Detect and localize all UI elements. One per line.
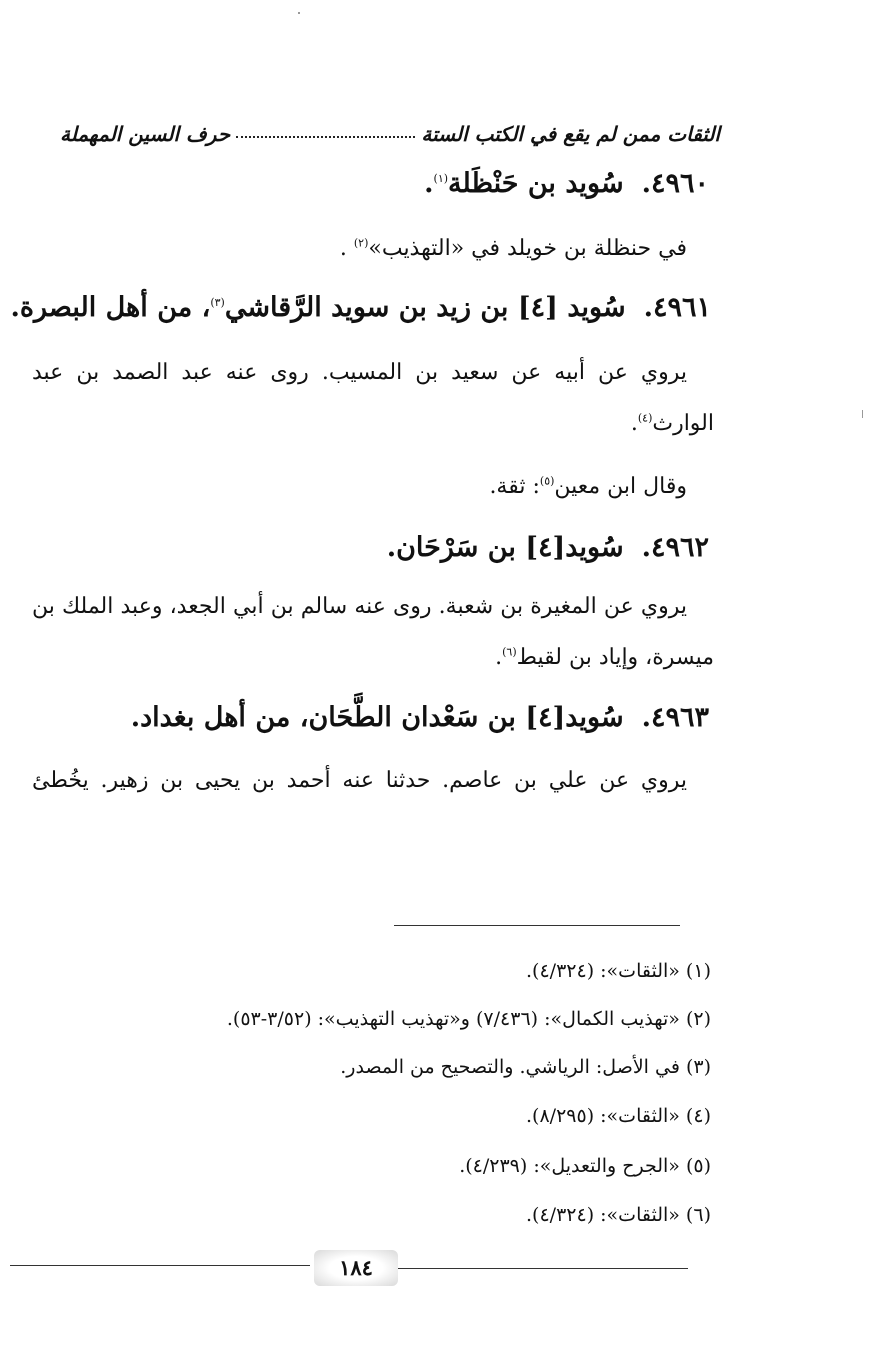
footnote-ref: (١) [433, 172, 449, 185]
footnote-6: (٦) «الثقات»: (٤/٣٢٤). [526, 1204, 711, 1226]
footnote-5: (٥) «الجرح والتعديل»: (٤/٢٣٩). [459, 1155, 711, 1177]
footnote-ref: (٤) [637, 411, 653, 425]
entry-text: في حنظلة بن خويلد في «التهذيب» [368, 236, 687, 261]
footnote-2: (٢) «تهذيب الكمال»: (٧/٤٣٦) و«تهذيب التهذيب»: (٣/٥٢-٥٣). [226, 1008, 711, 1030]
running-head-book-title: الثقات ممن لم يقع في الكتب الستة [421, 122, 720, 146]
scan-speck [298, 12, 300, 14]
entry-name: سُويد [٤] بن زيد بن سويد الرَّقاشي [224, 292, 626, 323]
footnote-4: (٤) «الثقات»: (٨/٢٩٥). [526, 1105, 711, 1127]
entry-heading-4961 [10, 292, 711, 323]
footnote-ref: (٦) [502, 645, 517, 659]
entry-text-line [32, 768, 687, 793]
footnote-3: (٣) في الأصل: الرياشي. والتصحيح من المصدر. [340, 1056, 711, 1078]
running-head-section: حرف السين المهملة [60, 122, 231, 146]
entry-text-line [340, 236, 687, 261]
footnote-ref: (٣) [210, 296, 225, 309]
entry-text-line [631, 411, 714, 436]
entry-name: سُويد[٤] بن سَرْحَان. [386, 532, 624, 563]
entry-text: يروي عن المغيرة بن شعبة. روى عنه سالم بن أبي الجعد، وعبد الملك بن [32, 594, 687, 619]
entry-text: يروي عن علي بن عاصم. حدثنا عنه أحمد بن يحيى بن زهير. يخُطئ [32, 768, 687, 793]
bottom-rule-left [10, 1265, 310, 1266]
entry-text: وقال ابن معين [554, 474, 687, 499]
entry-text-tail: . [630, 411, 638, 436]
entry-text-tail: . [495, 645, 503, 670]
entry-text-line [495, 645, 714, 670]
footnote-separator [394, 925, 680, 926]
entry-number: ٤٩٦١. [643, 292, 711, 323]
entry-suffix: . [424, 168, 434, 199]
entry-suffix: ، من أهل البصرة. [10, 292, 211, 323]
entry-text: ميسرة، وإياد بن لقيط [516, 645, 714, 670]
entry-text-line [32, 594, 687, 619]
entry-heading-4962 [387, 532, 709, 563]
scan-speck [862, 410, 863, 418]
bottom-rule-right [398, 1268, 688, 1269]
footnote-1: (١) «الثقات»: (٤/٣٢٤). [526, 960, 711, 982]
entry-name: سُويد بن حَنْظَلة [448, 168, 624, 199]
entry-number: ٤٩٦٣. [641, 702, 709, 733]
footnote-ref: (٢) [353, 236, 369, 250]
running-head [60, 112, 720, 146]
entry-text-tail: . [339, 236, 354, 261]
entry-heading-4963 [131, 702, 709, 733]
page-number: ١٨٤ [314, 1250, 398, 1286]
entry-number: ٤٩٦٠. [641, 168, 709, 199]
entry-text: يروي عن أبيه عن سعيد بن المسيب. روى عنه عبد الصمد بن عبد [32, 360, 687, 385]
entry-text-line [489, 474, 687, 499]
entry-number: ٤٩٦٢. [641, 532, 709, 563]
entry-heading-4960 [424, 168, 709, 199]
entry-text-line [32, 360, 687, 385]
running-head-leader-dots [236, 134, 415, 138]
entry-name: سُويد[٤] بن سَعْدان الطَّحَان، من أهل بغداد. [130, 702, 624, 733]
entry-text: الوارث [652, 411, 714, 436]
footnote-ref: (٥) [539, 474, 555, 488]
entry-text-tail: : ثقة. [489, 474, 540, 499]
